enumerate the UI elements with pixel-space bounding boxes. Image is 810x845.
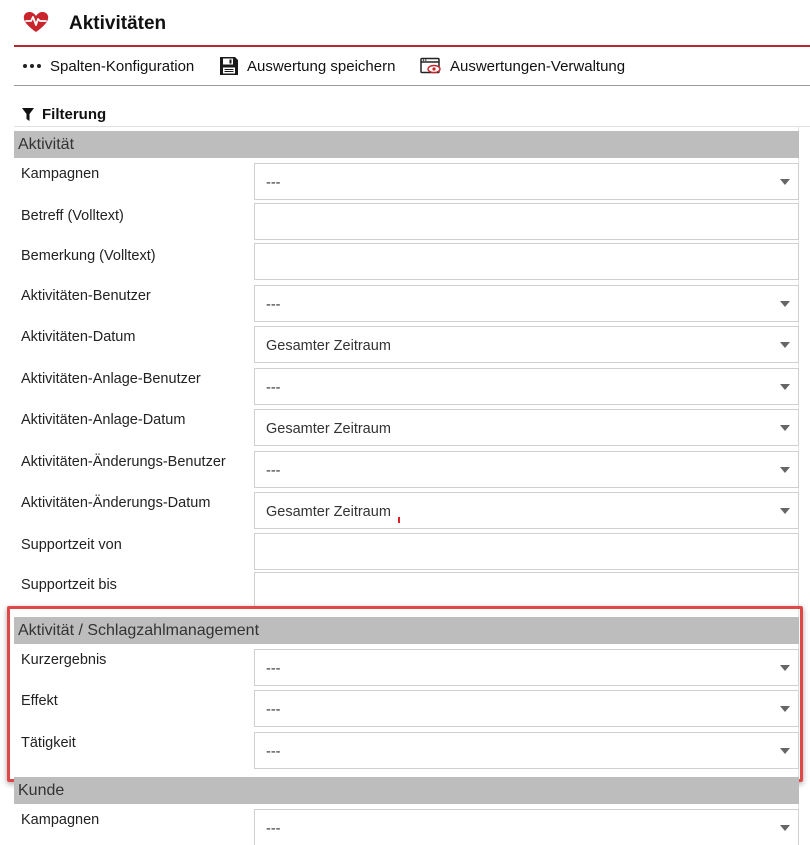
short-result-select-value: --- <box>266 661 281 677</box>
customer-campaigns-select[interactable] <box>254 809 799 845</box>
text-cursor-mark <box>398 517 400 523</box>
chevron-down-icon <box>780 301 790 307</box>
field-label-activity-user: Aktivitäten-Benutzer <box>21 288 151 304</box>
support-time-from-input[interactable] <box>254 533 799 570</box>
chevron-down-icon <box>780 342 790 348</box>
field-label-created-user: Aktivitäten-Anlage-Benutzer <box>21 371 201 387</box>
field-label-activity-date: Aktivitäten-Datum <box>21 329 136 345</box>
chevron-down-icon <box>780 825 790 831</box>
more-dots-icon <box>22 63 42 69</box>
activity-user-select[interactable] <box>254 285 799 322</box>
support-time-to-input[interactable] <box>254 572 799 608</box>
field-label-support-to: Supportzeit bis <box>21 577 117 593</box>
highlight-frame <box>7 606 803 782</box>
save-report-label: Auswertung speichern <box>247 57 396 75</box>
activity-date-select-value: Gesamter Zeitraum <box>266 338 391 354</box>
column-config-label: Spalten-Konfiguration <box>50 57 195 75</box>
field-label-support-from: Supportzeit von <box>21 537 122 553</box>
filter-heading: Filterung <box>42 105 107 123</box>
window-eye-icon <box>420 57 442 75</box>
funnel-icon <box>22 108 34 121</box>
created-user-select-value: --- <box>266 380 281 396</box>
activity-user-select-value: --- <box>266 297 281 313</box>
modified-user-select-value: --- <box>266 463 281 479</box>
manage-reports-label: Auswertungen-Verwaltung <box>450 57 626 75</box>
task-select-value: --- <box>266 744 281 760</box>
section-header-activity-rate: Aktivität / Schlagzahlmanagement <box>14 617 799 644</box>
created-user-select[interactable] <box>254 368 799 405</box>
campaigns-select[interactable] <box>254 163 799 200</box>
section-header-customer: Kunde <box>14 777 799 804</box>
field-label-remark: Bemerkung (Volltext) <box>21 248 156 264</box>
floppy-disk-icon <box>219 56 239 76</box>
field-label-created-date: Aktivitäten-Anlage-Datum <box>21 412 186 428</box>
field-label-modified-date: Aktivitäten-Änderungs-Datum <box>21 495 211 511</box>
subject-fulltext-input[interactable] <box>254 203 799 240</box>
customer-campaigns-select-value: --- <box>266 821 281 837</box>
heart-pulse-icon <box>22 10 50 34</box>
section-header-activity: Aktivität <box>14 131 799 158</box>
modified-date-select[interactable] <box>254 492 799 529</box>
field-label-subject: Betreff (Volltext) <box>21 208 124 224</box>
title-bar <box>0 0 810 47</box>
chevron-down-icon <box>780 179 790 185</box>
remark-fulltext-input[interactable] <box>254 243 799 280</box>
created-date-select[interactable] <box>254 409 799 446</box>
chevron-down-icon <box>780 508 790 514</box>
filter-divider <box>14 126 810 127</box>
chevron-down-icon <box>780 384 790 390</box>
modified-user-select[interactable] <box>254 451 799 488</box>
field-label-effect: Effekt <box>21 693 58 709</box>
modified-date-select-value: Gesamter Zeitraum <box>266 504 391 520</box>
filter-toggle[interactable] <box>22 104 106 124</box>
toolbar <box>14 47 810 86</box>
activity-date-select[interactable] <box>254 326 799 363</box>
manage-reports-button[interactable] <box>420 47 625 85</box>
field-label-customer-campaigns: Kampagnen <box>21 812 100 828</box>
effect-select-value: --- <box>266 702 281 718</box>
page-title: Aktivitäten <box>69 13 167 34</box>
field-label-short-result: Kurzergebnis <box>21 652 107 668</box>
field-label-campaigns: Kampagnen <box>21 166 100 182</box>
campaigns-select-value: --- <box>266 175 281 191</box>
chevron-down-icon <box>780 467 790 473</box>
field-label-modified-user: Aktivitäten-Änderungs-Benutzer <box>21 454 226 470</box>
save-report-button[interactable] <box>219 47 395 85</box>
chevron-down-icon <box>780 425 790 431</box>
column-config-button[interactable] <box>22 47 194 85</box>
field-label-task: Tätigkeit <box>21 735 76 751</box>
created-date-select-value: Gesamter Zeitraum <box>266 421 391 437</box>
